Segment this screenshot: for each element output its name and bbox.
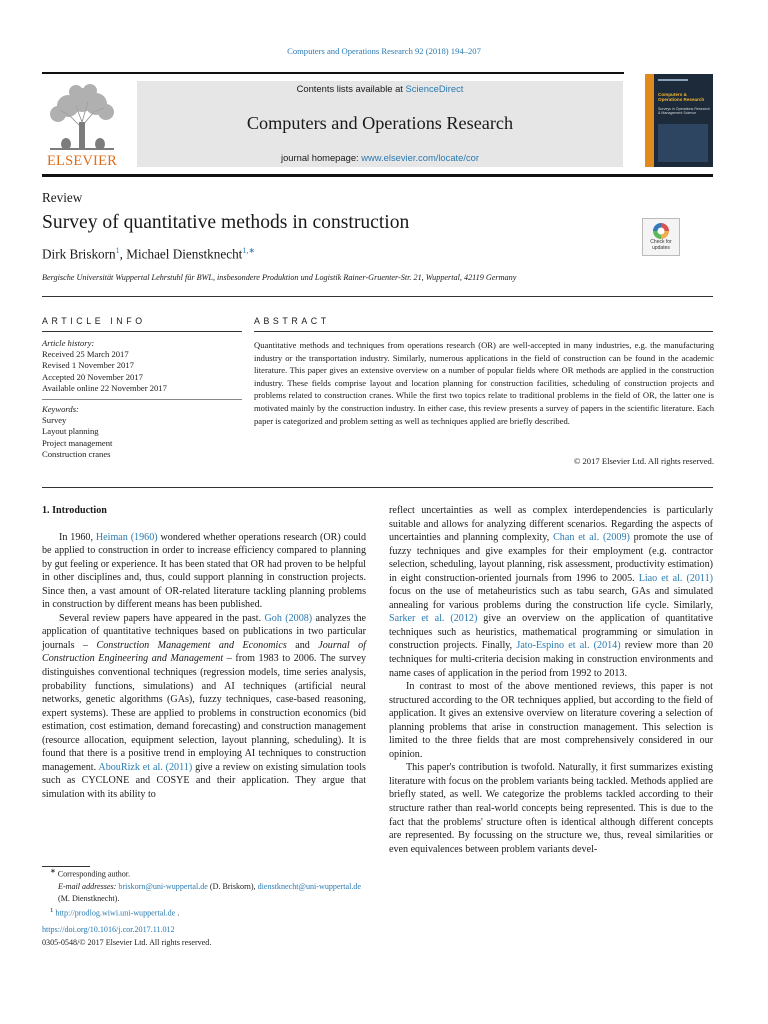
text-run: In 1960, <box>59 531 96 543</box>
cover-bar <box>658 79 688 81</box>
check-updates-icon <box>643 221 679 241</box>
article-history <box>42 338 242 394</box>
abstract-copyright: © 2017 Elsevier Ltd. All rights reserved. <box>573 456 714 466</box>
citation-link[interactable]: Liao et al. (2011) <box>638 572 713 584</box>
cover-title: Computers & Operations Research <box>658 92 705 103</box>
history-item: Received 25 March 2017 <box>42 349 129 360</box>
keywords-rule <box>42 399 242 400</box>
author-affiliation-mark[interactable]: 1 <box>115 246 120 255</box>
body-paragraph <box>42 612 366 802</box>
homepage-url-link[interactable]: http://prodlog.wiwi.uni-wuppertal.de <box>55 908 176 918</box>
text-run: give a review on existing simulation tools such as CYCLONE and COSYE and their application. They argue that simulation with its ability to <box>42 761 366 800</box>
author-list <box>42 246 255 262</box>
text-run: wondered whether operations research (OR) could be applied to construction in order to increase efficiency compared to planning by gut feeling or experience. It has been stated that OR had proven to be helpful in other disciplines and, thus, could support planning in construction projects. Since then, a vast amount of OR-related literature tackling planning problems in construction by different means has been published. <box>42 531 367 611</box>
journal-citation-link[interactable]: Computers and Operations Research 92 (2018) 194–207 <box>287 46 481 56</box>
text-run: Several review papers have appeared in the past. <box>59 612 265 624</box>
abstract-divider <box>42 487 713 488</box>
article-type: Review <box>42 190 83 205</box>
body-paragraph: In contrast to most of the above mentioned reviews, this paper is not structured according to the OR techniques applied, but according to the field of application. It gives an extensive overview on literature covering a selection of planning problems that arise in construction management. This selection is limited to the three fields that are most comprehensively considered in our opinion. <box>389 681 713 760</box>
footnote-emails <box>42 881 372 905</box>
keyword: Construction cranes <box>42 448 111 459</box>
heading-gap <box>42 518 366 531</box>
text-run: focus on the use of metaheuristics such as tabu search, GAs and simulated annealing for various problems during the construction life cycle. Similarly, <box>389 586 713 611</box>
footnotes <box>42 866 372 919</box>
homepage-prefix: journal homepage: <box>280 152 362 163</box>
contents-line <box>137 83 623 94</box>
history-item: Accepted 20 November 2017 <box>42 371 143 382</box>
journal-name: Construction Management and Economics <box>96 639 287 651</box>
citation-link[interactable]: Goh (2008) <box>264 612 313 624</box>
journal-cover-image[interactable] <box>645 74 713 167</box>
author-name: Dirk Briskorn <box>42 246 116 262</box>
footnote-text: . <box>175 908 180 918</box>
contents-prefix: Contents lists available at <box>296 83 406 94</box>
author-name: Michael Dienstknecht <box>126 246 243 262</box>
keyword: Survey <box>42 415 67 426</box>
header-rule-top <box>42 72 624 74</box>
keyword: Project management <box>42 437 113 448</box>
history-item: Revised 1 November 2017 <box>42 360 134 371</box>
body-paragraph <box>42 531 366 612</box>
journal-title: Computers and Operations Research <box>246 113 514 133</box>
check-updates-label: Check for updates <box>650 239 672 251</box>
email-link[interactable]: dienstknecht@uni-wuppertal.de <box>257 881 362 891</box>
body-column-left <box>42 504 366 801</box>
cover-graphic <box>658 124 708 162</box>
title-divider <box>42 296 713 297</box>
footnote-text: Corresponding author. <box>57 869 131 879</box>
journal-name: Journal of Construction Engineering and Management <box>42 639 366 665</box>
abstract-heading: ABSTRACT <box>254 316 330 326</box>
email-owner: (M. Dienstknecht). <box>58 893 120 903</box>
citation-link[interactable]: Jato-Espino et al. (2014) <box>516 640 621 652</box>
section-heading: 1. Introduction <box>42 505 107 516</box>
check-for-updates-badge[interactable] <box>642 218 680 256</box>
text-run: review more than 20 techniques for multi-criteria decision making in construction environments and name cases of application in the period from 1992 to 2013. <box>389 640 713 679</box>
affiliation: Bergische Universität Wuppertal Lehrstuhl für BWL, insbesondere Produktion und Logistik Rainer-Gruenter-Str. 21, Wuppertal, 42119 Germany <box>42 273 517 282</box>
keyword: Layout planning <box>42 426 99 437</box>
keywords-label: Keywords: <box>42 404 79 414</box>
cover-subtitle: Surveys in Operations Research & Management Science <box>658 107 710 116</box>
issn-copyright: 0305-0548/© 2017 Elsevier Ltd. All rights reserved. <box>42 937 212 947</box>
footnote-mark: 1 <box>50 906 54 914</box>
header-rule-bottom <box>42 174 713 177</box>
author-affiliation-mark[interactable]: 1,∗ <box>242 246 256 255</box>
abstract-text: Quantitative methods and techniques from operations research (OR) are well-accepted in many industries, e.g. the manufacturing industry or the transportation industry. Similarly, numerous applications in the field of construction can be found in the academic literature. This paper gives an extensive overview on a number of popular fields where OR methods are applied in the construction industry. These fields comprise layout and location planning for construction facilities, scheduling of construction projects and problems related to construction cranes. While the first two topics relate to traditional problems in the field of OR, the latter one is motivated mainly by the construction industry. In either case, this review presents a survey of papers in the scientific literature. Each paper is categorized and problem setting as well as techniques applied are briefly described. <box>254 340 714 426</box>
text-run: give an overview on the application of quantitative techniques such as heuristics, mathematical programming or simulation in construction projects. Finally, <box>389 613 713 652</box>
email-label: E-mail addresses: <box>58 881 119 891</box>
email-owner: (D. Briskorn), <box>207 881 258 891</box>
text-run: – from 1983 to 2006. The survey distinguishes conventional techniques (regression models, time series analysis, probability functions, simulations) and AI techniques (artificial neural networks, genetic algorithms (GAs), fuzzy techniques, case-based reasoning, expert systems). These are applied to problems in construction economics (bid estimation, cost estimation, demand forecasting) and construction management (resource allocation, equipment selection, layout planning, scheduling). It is found that there is a positive trend in employing AI techniques to construction management. <box>42 653 366 773</box>
email-link[interactable]: briskorn@uni-wuppertal.de <box>118 881 208 891</box>
citation-link[interactable]: Heiman (1960) <box>95 531 158 543</box>
footnote-corresponding <box>42 866 372 881</box>
citation-link[interactable]: AbouRizk et al. (2011) <box>98 761 193 773</box>
sciencedirect-link[interactable]: ScienceDirect <box>405 83 464 94</box>
text-run: reflect uncertainties as well as complex interdependencies is particularly suitable and allows for analyzing different scenarios. Regarding the aspects of uncertainties and planning complexity, <box>389 505 713 544</box>
abstract-rule <box>254 331 713 332</box>
body-column-right <box>389 504 713 856</box>
keywords-block <box>42 404 242 460</box>
history-item: Available online 22 November 2017 <box>42 382 167 393</box>
doi-block <box>42 924 211 949</box>
author-separator: , <box>119 246 127 262</box>
body-paragraph <box>389 504 713 680</box>
citation-link[interactable]: Chan et al. (2009) <box>553 532 630 544</box>
article-info-heading: ARTICLE INFO <box>42 316 146 326</box>
homepage-line <box>137 152 623 163</box>
text-run: analyzes the application of quantitative techniques based on publications in two particular journals – <box>42 612 366 651</box>
text-run: promote the use of fuzzy techniques and give examples for their employment (e.g. contractor selection, scheduling, layout planning, risk assessment, productivity estimation) in eight construction-oriented journals from 1996 to 2005. <box>389 532 713 584</box>
article-info-rule <box>42 331 242 332</box>
footnote-1 <box>42 905 372 920</box>
cover-spine-stripe <box>645 74 654 167</box>
journal-banner <box>137 81 623 167</box>
body-paragraph: This paper's contribution is twofold. Naturally, it first summarizes existing literature with focus on the problem variants being tackled. Methods applied are briefly stated, as well. We categorize the problems tackled according to their structure rather than real-world concepts being represented. This is due to the fact that the problems' structure often is identical although different concepts are represented. By focussing on the structure we, thus, reveal similarities or even equivalences between problem variants devel- <box>389 762 713 855</box>
journal-homepage-link[interactable]: www.elsevier.com/locate/cor <box>361 152 479 163</box>
footnote-mark: ∗ <box>50 868 56 875</box>
paper-title: Survey of quantitative methods in construction <box>42 212 410 233</box>
doi-link[interactable]: https://doi.org/10.1016/j.cor.2017.11.012 <box>42 925 175 934</box>
history-label: Article history: <box>42 338 95 348</box>
text-run: and <box>286 639 319 651</box>
elsevier-wordmark: ELSEVIER <box>46 153 118 169</box>
citation-link[interactable]: Sarker et al. (2012) <box>389 613 478 625</box>
